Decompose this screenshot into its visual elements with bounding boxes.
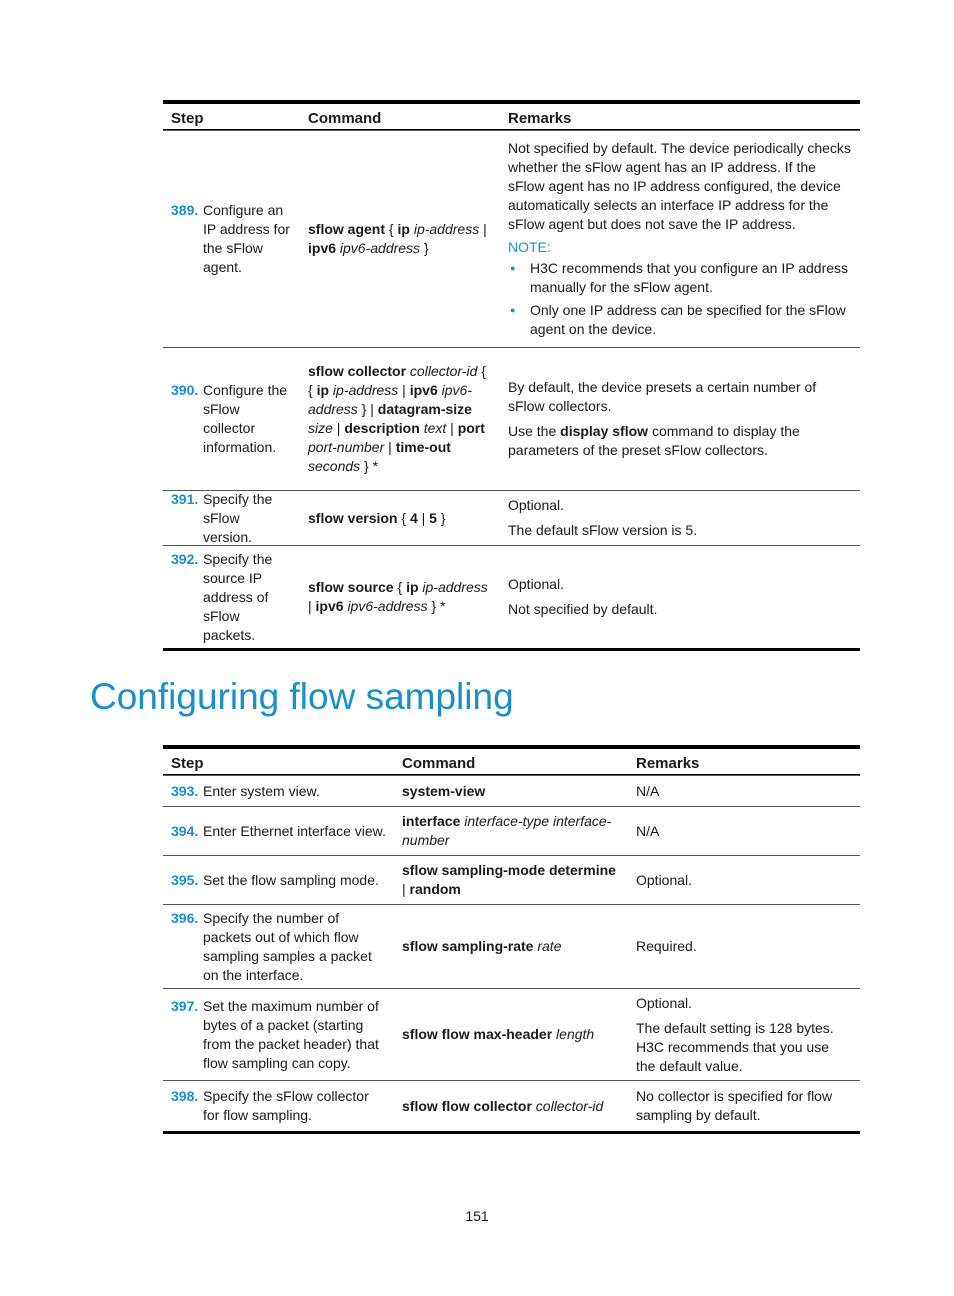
remarks-text: No collector is specified for flow sampling by default. (636, 1088, 833, 1123)
note-label: NOTE: (508, 239, 551, 255)
step-text: Specify the number of packets out of which flow sampling samples a packet on the interface. (203, 909, 372, 983)
table-row (163, 855, 860, 904)
remarks-text: Use the display sflow command to display the parameters of the preset sFlow collectors. (508, 423, 800, 458)
step-text: Specify the sFlow collector for flow sampling. (203, 1088, 369, 1123)
command-cell: sflow flow collector collector-id (402, 1097, 604, 1114)
step-text: Enter system view. (203, 782, 320, 799)
command-cell: system-view (402, 782, 486, 799)
command-cell: sflow collector collector-id { { ip ip-address | ipv6 ipv6-address } | datagram-size size | description text | port port-number | time-out seconds } * (308, 363, 486, 474)
col-command: Command (308, 110, 382, 127)
col-step: Step (171, 755, 204, 772)
table-row (163, 130, 860, 347)
note-list (508, 257, 852, 343)
remarks-text: By default, the device presets a certain number of sFlow collectors. (508, 379, 817, 414)
step-number: 389. (171, 202, 199, 218)
table-row (163, 1080, 860, 1131)
step-number: 393. (171, 782, 199, 799)
step-text: Set the flow sampling mode. (203, 871, 379, 888)
step-text: Set the maximum number of bytes of a packet (starting from the packet header) that flow sampling can copy. (203, 997, 379, 1071)
remarks-text: Required. (636, 938, 697, 954)
remarks-text: Not specified by default. (508, 601, 658, 617)
remarks-text: Optional. (508, 497, 565, 513)
section-title: Configuring flow sampling (90, 676, 514, 717)
remarks-text: Optional. (508, 576, 565, 592)
step-text: Enter Ethernet interface view. (203, 822, 386, 839)
col-step: Step (171, 110, 204, 127)
table-row (163, 988, 860, 1080)
col-remarks: Remarks (636, 755, 700, 772)
remarks-text: Optional. (636, 871, 693, 888)
list-item: ● H3C recommends that you configure an IP address manually for the sFlow agent. (530, 259, 852, 297)
remarks-text: Optional. (636, 994, 693, 1011)
step-number: 391. (171, 490, 199, 507)
table-header (163, 749, 860, 775)
step-number: 394. (171, 822, 199, 839)
sflow-agent-table (163, 100, 860, 651)
step-number: 396. (171, 909, 199, 926)
table-row (163, 775, 860, 806)
page-number: 151 (465, 1208, 489, 1224)
command-cell: sflow source { ip ip-address | ipv6 ipv6-address } * (308, 579, 488, 614)
step-text: Configure the sFlow collector information. (203, 382, 288, 455)
remarks-text: The default setting is 128 bytes. H3C recommends that you use the default value. (636, 1019, 834, 1074)
table-row (163, 904, 860, 988)
step-number: 390. (171, 382, 199, 398)
remarks-text: N/A (636, 822, 660, 839)
step-number: 392. (171, 550, 199, 567)
step-number: 395. (171, 871, 199, 888)
command-cell: sflow agent { ip ip-address | ipv6 ipv6-address } (308, 221, 487, 256)
table-header (163, 104, 860, 130)
step-text: Configure an IP address for the sFlow agent. (203, 202, 290, 275)
list-item: ● Only one IP address can be specified for the sFlow agent on the device. (530, 301, 852, 339)
table-row (163, 545, 860, 648)
col-command: Command (402, 755, 476, 772)
remarks-text: The default sFlow version is 5. (508, 522, 698, 538)
step-text: Specify the sFlow version. (203, 490, 273, 545)
table-row (163, 347, 860, 490)
step-text: Specify the source IP address of sFlow packets. (203, 550, 273, 643)
flow-sampling-table (163, 745, 860, 1134)
command-cell: sflow sampling-rate rate (402, 938, 562, 954)
command-cell: sflow version { 4 | 5 } (308, 509, 446, 526)
table-row (163, 806, 860, 855)
table-row (163, 490, 860, 545)
remarks-text: N/A (636, 782, 660, 799)
command-cell: sflow sampling-mode determine | random (402, 862, 616, 897)
remarks-text: Not specified by default. The device periodically checks whether the sFlow agent has an IP address. If the sFlow agent has no IP address configured, the device automatically selects an interface IP address for the sFlow agent but does not save the IP address. (508, 140, 851, 232)
step-number: 398. (171, 1088, 199, 1104)
col-remarks: Remarks (508, 110, 572, 127)
command-cell: interface interface-type interface-number (402, 813, 612, 848)
step-number: 397. (171, 997, 199, 1014)
command-cell: sflow flow max-header length (402, 1026, 595, 1042)
